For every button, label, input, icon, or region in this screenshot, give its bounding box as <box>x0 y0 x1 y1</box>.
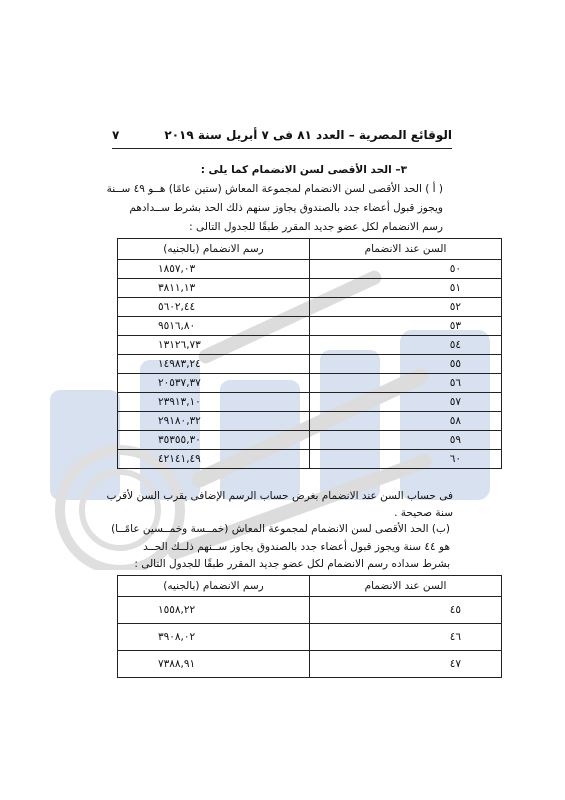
para-a-line-2: ويجوز قبول أعضاء جدد بالصندوق يجاوز سنهم ذلك الحد بشرط ســدادهم <box>129 202 443 214</box>
table-row <box>118 412 502 431</box>
age-cell: ٥٨ <box>310 412 502 431</box>
fee-cell: ٣٥٣٥٥,٣٠ <box>118 431 310 450</box>
age-cell: ٥٧ <box>310 393 502 412</box>
fee-cell: ٢٠٥٣٧,٣٧ <box>118 374 310 393</box>
fee-cell: ٢٣٩١٣,١٠ <box>118 393 310 412</box>
fee-cell: ٧٣٨٨,٩١ <box>118 651 310 678</box>
table-row <box>118 431 502 450</box>
age-cell: ٥٠ <box>310 260 502 279</box>
age-cell: ٥٥ <box>310 355 502 374</box>
table-row <box>118 298 502 317</box>
col-header-age: السن عند الانضمام <box>310 239 502 260</box>
fee-cell: ١٨٥٧,٠٣ <box>118 260 310 279</box>
age-cell: ٥٤ <box>310 336 502 355</box>
table-row <box>118 597 502 624</box>
age-cell: ٥٦ <box>310 374 502 393</box>
age-cell: ٥٣ <box>310 317 502 336</box>
table-row <box>118 355 502 374</box>
fee-cell: ٣٨١١,١٣ <box>118 279 310 298</box>
fee-cell: ١٤٩٨٣,٢٤ <box>118 355 310 374</box>
para-a-line-3: رسم الانضمام لكل عضو جديد المقرر طبقًا للجدول التالى : <box>189 221 443 233</box>
table-row <box>118 393 502 412</box>
table-header-row <box>118 239 502 260</box>
col-header-fee: رسم الانضمام (بالجنيه) <box>118 576 310 597</box>
fee-table-55 <box>117 575 502 678</box>
age-cell: ٥١ <box>310 279 502 298</box>
header-title: الوقائع المصرية – العدد ٨١ فى ٧ أبريل سنة ٢٠١٩ <box>164 128 452 142</box>
fee-cell: ٩٥١٦,٨٠ <box>118 317 310 336</box>
para-b-line-2: هو ٤٤ سنة ويجوز قبول أعضاء جدد بالصندوق يجاوز ســنهم ذلــك الحــد <box>143 541 450 553</box>
age-cell: ٦٠ <box>310 450 502 469</box>
note-line-1: فى حساب السن عند الانضمام بغرض حساب الرسم الإضافى يقرب السن لأقرب <box>106 490 453 502</box>
age-cell: ٤٧ <box>310 651 502 678</box>
page-header <box>112 128 452 146</box>
fee-cell: ٥٦٠٢,٤٤ <box>118 298 310 317</box>
header-divider <box>112 148 452 149</box>
age-cell: ٤٦ <box>310 624 502 651</box>
col-header-age: السن عند الانضمام <box>310 576 502 597</box>
table-row <box>118 450 502 469</box>
table-row <box>118 651 502 678</box>
fee-table-60 <box>117 238 502 469</box>
table-header-row <box>118 576 502 597</box>
table-row <box>118 624 502 651</box>
table-row <box>118 279 502 298</box>
age-cell: ٥٩ <box>310 431 502 450</box>
col-header-fee: رسم الانضمام (بالجنيه) <box>118 239 310 260</box>
para-b-line-1: (ب) الحد الأقصى لسن الانضمام لمجموعة المعاش (خمــسة وخمــسين عامًــا) <box>111 523 450 535</box>
age-cell: ٤٥ <box>310 597 502 624</box>
age-cell: ٥٢ <box>310 298 502 317</box>
table-row <box>118 260 502 279</box>
fee-cell: ٣٩٠٨,٠٢ <box>118 624 310 651</box>
fee-cell: ٤٢١٤١,٤٩ <box>118 450 310 469</box>
fee-cell: ٢٩١٨٠,٣٢ <box>118 412 310 431</box>
fee-cell: ١٥٥٨,٢٢ <box>118 597 310 624</box>
note-line-2: سنة صحيحة . <box>394 507 453 519</box>
table-row <box>118 336 502 355</box>
page-number: ٧ <box>112 128 120 142</box>
table-row <box>118 374 502 393</box>
para-b-line-3: بشرط سداده رسم الانضمام لكل عضو جديد المقرر طبقًا للجدول التالى : <box>134 558 450 570</box>
fee-cell: ١٣١٢٦,٧٣ <box>118 336 310 355</box>
table-row <box>118 317 502 336</box>
para-a-line-1: ( أ ) الحد الأقصى لسن الانضمام لمجموعة المعاش (ستين عامًا) هــو ٤٩ ســنة <box>106 183 443 195</box>
section-heading: ٣– الحد الأقصى لسن الانضمام كما يلى : <box>200 164 407 176</box>
